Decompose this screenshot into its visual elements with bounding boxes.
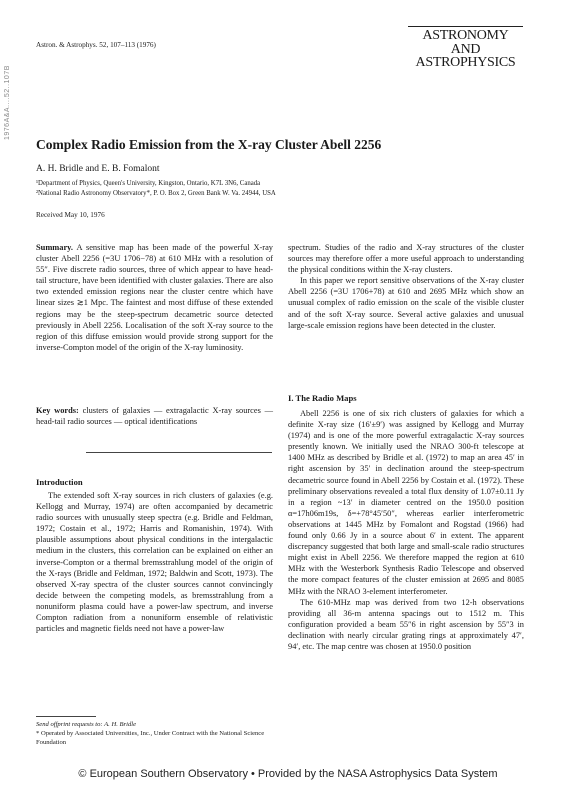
intro-paragraph-2: In this paper we report sensitive observations of the X-ray cluster Abell 2256 (=3U 1706+78) at 610 and 2695 MHz which show an unusual complex of radio emission on the scale of the visible cluster and of the soft X-ray source. Several active galaxies and unusual large-scale emission regions have been detected in the cluster. [288, 276, 524, 330]
abstract-text: A sensitive map has been made of the powerful X-ray cluster Abell 2256 (=3U 1706−78) at 610 MHz with a resolution of 55″. Five discrete radio sources, three of which appear to have head-tail structure, have been identified with cluster galaxies. There are also two extended emission regions near the cluster centre which have linear sizes ≳1 Mpc. The faintest and most diffuse of these extended regions may be the steep-spectrum decametric source detected previously in Abell 2256. Localisation of the soft X-ray source to the region of this diffuse emission would provide strong support for the inverse-Compton model of the origin of the X-ray luminosity. [36, 243, 273, 352]
abstract [36, 242, 273, 353]
radio-maps-paragraph-2: The 610-MHz map was derived from two 12-h observations providing all 36-m antenna spacings out to 1512 m. This configuration provided a beam 55″6 in right ascension by 55″3 in declination with nearly circular grating rings at approximately 47′, 94′, etc. The map centre was chosen at 1950.0 position [288, 597, 524, 651]
page-footer: © European Southern Observatory • Provided by the NASA Astrophysics Data System [78, 768, 498, 780]
ads-bibcode-stamp [2, 32, 16, 142]
journal-line-3: ASTROPHYSICS [415, 55, 516, 70]
intro-continued-paragraph: spectrum. Studies of the radio and X-ray structures of the cluster sources may therefore offer a more useful approach to understanding the physical conditions within the X-ray clusters. [288, 243, 524, 275]
journal-line-1: ASTRONOMY [422, 28, 509, 43]
author-list: A. H. Bridle and E. B. Fomalont [36, 164, 160, 174]
intro-heading: Introduction [36, 477, 83, 487]
received-date: Received May 10, 1976 [36, 211, 105, 219]
footnotes [36, 716, 273, 747]
radio-maps-body [288, 408, 524, 652]
intro-body [36, 490, 273, 634]
journal-line-2: AND [450, 41, 481, 57]
radio-maps-paragraph-1: Abell 2256 is one of six rich clusters of galaxies for which a definite X-ray size (16′±9′) was assigned by Kellogg and Murray (1974) and is one of the more powerful extragalactic X-ray sources presently known. We initially used the NRAO 300-ft telescope at 1400 MHz as described by Bridle et al. (1972) to map an area 45′ in right ascension by 35′ in declination around the steep-spectrum decametric source found in Abell 2256 by Costain et al. (1972). These preliminary observations revealed a total flux density of 1.07±0.11 Jy in a region ~13′ in diameter centred on the 1950.0 position α=17h06m19s, δ=+78°45′50″, whereas earlier interferometric observations at 1445 MHz by Fomalont and Rogstad (1966) had found only 0.66 Jy in a source about 6′ in extent. The apparent discrepancy suggested that both large and small-scale radio structures might exist in Abell 2256. We therefore mapped the region at 610 MHz with the Westerbork Synthesis Radio Telescope and observed the more compact features of the cluster emission at 2695 and 8085 MHz with the NRAO 3-element interferometer. [288, 409, 524, 596]
section-heading-radio-maps: I. The Radio Maps [288, 393, 357, 403]
affiliation-2: ²National Radio Astronomy Observatory*, P. O. Box 2, Green Bank W. Va. 24944, USA [36, 190, 276, 197]
offprint-footnote: Send offprint requests to: A. H. Bridle [36, 721, 136, 728]
affiliation-1: ¹Department of Physics, Queen's University, Kingston, Ontario, K7L 3N6, Canada [36, 180, 261, 187]
affiliations [36, 179, 496, 199]
intro-paragraph: The extended soft X-ray sources in rich clusters of galaxies (e.g. Kellogg and Murray, 1974) are often accompanied by decametric radio sources with unusually steep spectra (e.g. Bridle and Feldman, 1972; Costain et al., 1972; Harris and Romanishin, 1974). With plausible assumptions about physical conditions in the intergalactic medium in the clusters, this correlation can be explained on either an inverse-Compton or a thermal bremsstrahlung model of the origin of the X-rays (Bridle and Feldman, 1972; Baldwin and Scott, 1973). The observed X-ray spectra of the cluster sources cannot convincingly decide between the competing models, as bremsstrahlung from a nonuniform plasma could have a power-law spectrum, and inverse Compton radiation from a nonuniform ensemble of relativistic particles and magnetic fields need not have a power-law [36, 491, 273, 634]
keywords-label: Key words: [36, 406, 79, 415]
paper-title: Complex Radio Emission from the X-ray Cluster Abell 2256 [36, 137, 382, 152]
keywords [36, 405, 273, 427]
journal-masthead [408, 26, 523, 70]
masthead-rule [408, 26, 523, 27]
footnote-rule [36, 716, 96, 717]
keywords-text: clusters of galaxies — extragalactic X-ray sources — head-tail radio sources — optical identifications [36, 406, 273, 427]
abstract-label: Summary. [36, 243, 73, 252]
intro-continued [288, 242, 524, 331]
operated-footnote: * Operated by Associated Universities, Inc., Under Contract with the National Science Foundation [36, 730, 265, 746]
section-divider [86, 452, 272, 453]
running-head: Astron. & Astrophys. 52, 107–113 (1976) [36, 41, 156, 49]
bibcode-text: 1976A&A....52..107B [4, 65, 11, 140]
